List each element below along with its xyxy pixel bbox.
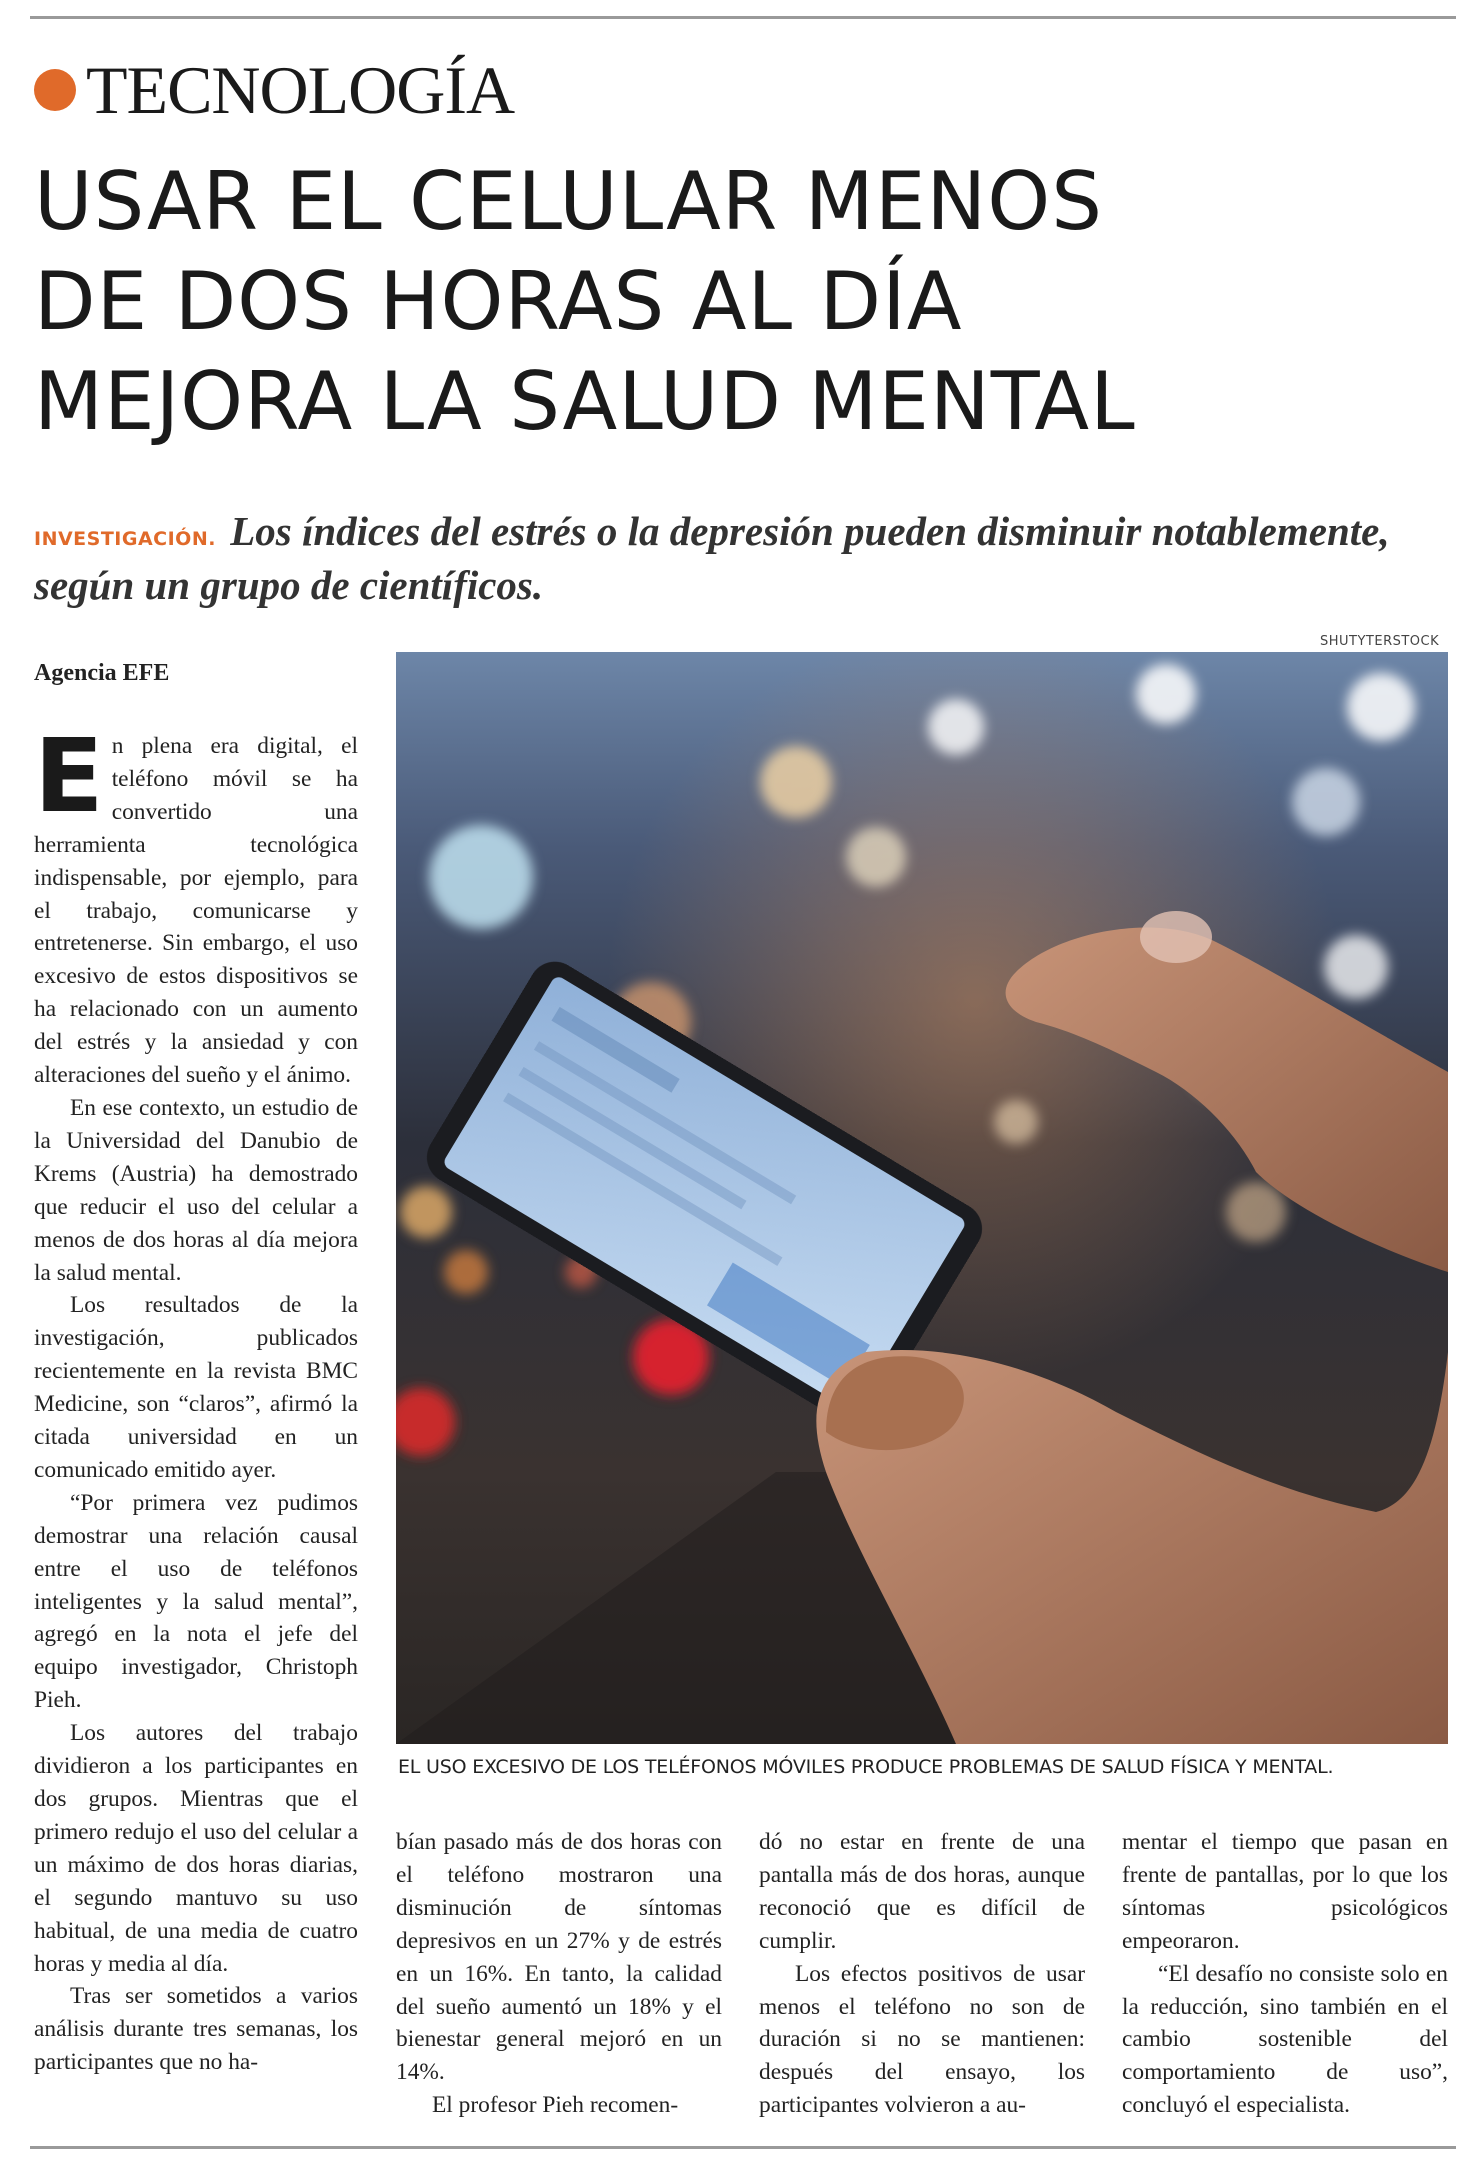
byline: Agencia EFE	[34, 660, 170, 686]
headline-line: DE DOS HORAS AL DÍA	[34, 255, 963, 348]
body-column-1	[34, 717, 358, 2079]
deck-tag: INVESTIGACIÓN.	[34, 528, 216, 550]
paragraph: bían pasado más de dos horas con el teléfono mostraron una disminución de síntomas depresivos en un 27% y de estrés en un 16%. En tanto, la calidad del sueño aumentó un 18% y el bienestar general mejoró en un 14%.	[396, 1829, 722, 2086]
paragraph: “Por primera vez pudimos demostrar una relación causal entre el uso de teléfonos inteligentes y la salud mental”, agregó en la nota el jefe del equipo investigador, Christoph Pieh.	[34, 1489, 358, 1714]
headline-line: USAR EL CELULAR MENOS	[34, 155, 1103, 248]
phone-in-hands-image	[396, 652, 1448, 1744]
headline-line: MEJORA LA SALUD MENTAL	[34, 355, 1136, 448]
photo-credit: SHUTYTERSTOCK	[1320, 634, 1440, 649]
paragraph: Tras ser sometidos a varios análisis durante tres semanas, los participantes que no ha-	[34, 1983, 358, 2076]
paragraph: Los resultados de la investigación, publicados recientemente en la revista BMC Medicine, son “claros”, afirmó la citada universidad en un comunicado emitido ayer.	[34, 1292, 358, 1483]
top-rule	[30, 16, 1456, 19]
deck	[34, 508, 1444, 608]
photo-caption: EL USO EXCESIVO DE LOS TELÉFONOS MÓVILES PRODUCE PROBLEMAS DE SALUD FÍSICA Y MENTAL.	[398, 1756, 1334, 1778]
paragraph: dó no estar en frente de una pantalla más de dos horas, aunque reconoció que es difícil de cumplir.	[759, 1829, 1085, 1954]
deck-text: Los índices del estrés o la depresión pueden disminuir notablemente, según un grupo de científicos.	[34, 508, 1390, 608]
bottom-rule	[30, 2146, 1456, 2149]
body-column-4	[1122, 1826, 1448, 2122]
paragraph: Los autores del trabajo dividieron a los participantes en dos grupos. Mientras que el primero redujo el uso del celular a un máximo de dos horas diarias, el segundo mantuvo su uso habitual, de una media de cuatro horas y media al día.	[34, 1720, 358, 1977]
section-header	[34, 50, 514, 130]
body-column-2	[396, 1826, 722, 2122]
article-photo	[396, 652, 1448, 1744]
section-label: TECNOLOGÍA	[86, 51, 515, 128]
paragraph: El profesor Pieh recomen-	[432, 2092, 679, 2119]
paragraph: “El desafío no consiste solo en la reducción, sino también en el cambio sostenible del comportamiento de uso”, concluyó el especialista.	[1122, 1960, 1448, 2119]
paragraph	[34, 717, 358, 1092]
paragraph: En ese contexto, un estudio de la Universidad del Danubio de Krems (Austria) ha demostrado que reducir el uso del celular a menos de dos horas al día mejora la salud mental.	[34, 1094, 358, 1286]
drop-cap: E	[34, 717, 104, 836]
headline	[34, 152, 1434, 452]
paragraph: mentar el tiempo que pasan en frente de pantallas, por lo que los síntomas psicológicos empeoraron.	[1122, 1829, 1448, 1954]
paragraph: Los efectos positivos de usar menos el teléfono no son de duración si no se mantienen: después del ensayo, los participantes volvieron a au-	[759, 1960, 1085, 2119]
body-column-3	[759, 1826, 1085, 2122]
section-bullet-icon	[34, 69, 76, 111]
paragraph-text: n plena era digital, el teléfono móvil se ha convertido una herramienta tecnológica indispensable, por ejemplo, para el trabajo, comunicarse y entretenerse. Sin embargo, el uso excesivo de estos dispositivos se ha relacionado con un aumento del estrés y la ansiedad y con alteraciones del sueño y el ánimo.	[34, 733, 358, 1089]
